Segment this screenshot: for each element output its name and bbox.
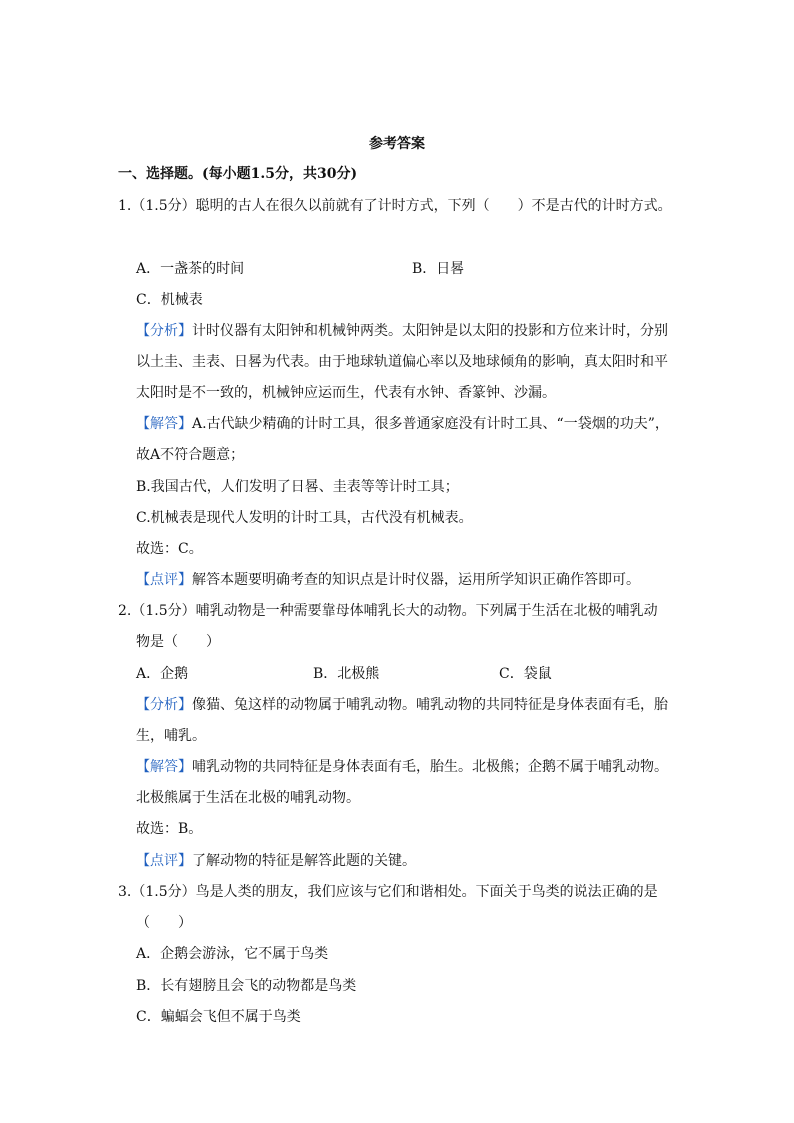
q2-option-a: A．企鹅 [136,666,189,682]
q2-stem-line1: 2.（1.5分）哺乳动物是一种需要靠母体哺乳长大的动物。下列属于生活在北极的哺乳动 [118,603,658,619]
q3-option-c: C．蝙蝠会飞但不属于鸟类 [136,1009,301,1025]
q2-analysis [136,695,668,715]
q1-option-b: B．日晷 [412,261,465,277]
q1-answer-line2: 故A不符合题意； [136,447,245,463]
answer-tag: 【解答】 [136,416,192,432]
section-heading: 一、选择题。(每小题1.5分，共30分) [118,166,358,182]
q2-answer [136,757,668,777]
q2-option-b: B．北极熊 [313,666,380,682]
q2-comment-text: 了解动物的特征是解答此题的关键。 [192,853,416,869]
analysis-tag: 【分析】 [136,697,192,713]
q1-answer-line4: C.机械表是现代人发明的计时工具，古代没有机械表。 [136,510,473,526]
q3-stem-line2: （ ） [136,915,192,931]
q2-analysis-line2: 生，哺乳。 [136,728,206,744]
q2-choice: 故选：B。 [136,821,203,837]
comment-tag: 【点评】 [136,572,192,588]
q3-option-a: A．企鹅会游泳，它不属于鸟类 [136,946,329,962]
q2-stem-line2: 物是（ ） [136,634,220,650]
q1-option-a: A．一盏茶的时间 [136,261,245,277]
q1-analysis-line1: 计时仪器有太阳钟和机械钟两类。太阳钟是以太阳的投影和方位来计时，分别 [192,323,668,339]
q3-option-b: B．长有翅膀且会飞的动物都是鸟类 [136,978,357,994]
q1-choice: 故选：C。 [136,541,203,557]
comment-tag: 【点评】 [136,853,192,869]
q1-answer [136,414,669,434]
q2-comment [136,851,416,871]
q2-answer-line1: 哺乳动物的共同特征是身体表面有毛，胎生。北极熊；企鹅不属于哺乳动物。 [192,759,668,775]
q2-answer-line2: 北极熊属于生活在北极的哺乳动物。 [136,790,360,806]
q2-option-c: C．袋鼠 [499,666,552,682]
analysis-tag: 【分析】 [136,323,192,339]
q1-comment [136,570,640,590]
page-title: 参考答案 [369,136,425,152]
q1-answer-line3: B.我国古代，人们发明了日晷、圭表等等计时工具； [136,479,459,495]
answer-tag: 【解答】 [136,759,192,775]
q1-comment-text: 解答本题要明确考查的知识点是计时仪器，运用所学知识正确作答即可。 [192,572,640,588]
q1-answer-line1: A.古代缺少精确的计时工具，很多普通家庭没有计时工具、“一袋烟的功夫”， [192,416,669,432]
q1-analysis-line3: 太阳时是不一致的，机械钟应运而生，代表有水钟、香篆钟、沙漏。 [136,385,556,401]
q1-option-c: C．机械表 [136,292,203,308]
q1-analysis [136,321,668,341]
q1-stem: 1.（1.5分）聪明的古人在很久以前就有了计时方式，下列（ ）不是古代的计时方式。 [118,198,672,214]
q2-analysis-line1: 像猫、兔这样的动物属于哺乳动物。哺乳动物的共同特征是身体表面有毛，胎 [192,697,668,713]
q3-stem-line1: 3.（1.5分）鸟是人类的朋友，我们应该与它们和谐相处。下面关于鸟类的说法正确的是 [118,884,658,900]
q1-analysis-line2: 以土圭、圭表、日晷为代表。由于地球轨道偏心率以及地球倾角的影响，真太阳时和平 [136,354,668,370]
